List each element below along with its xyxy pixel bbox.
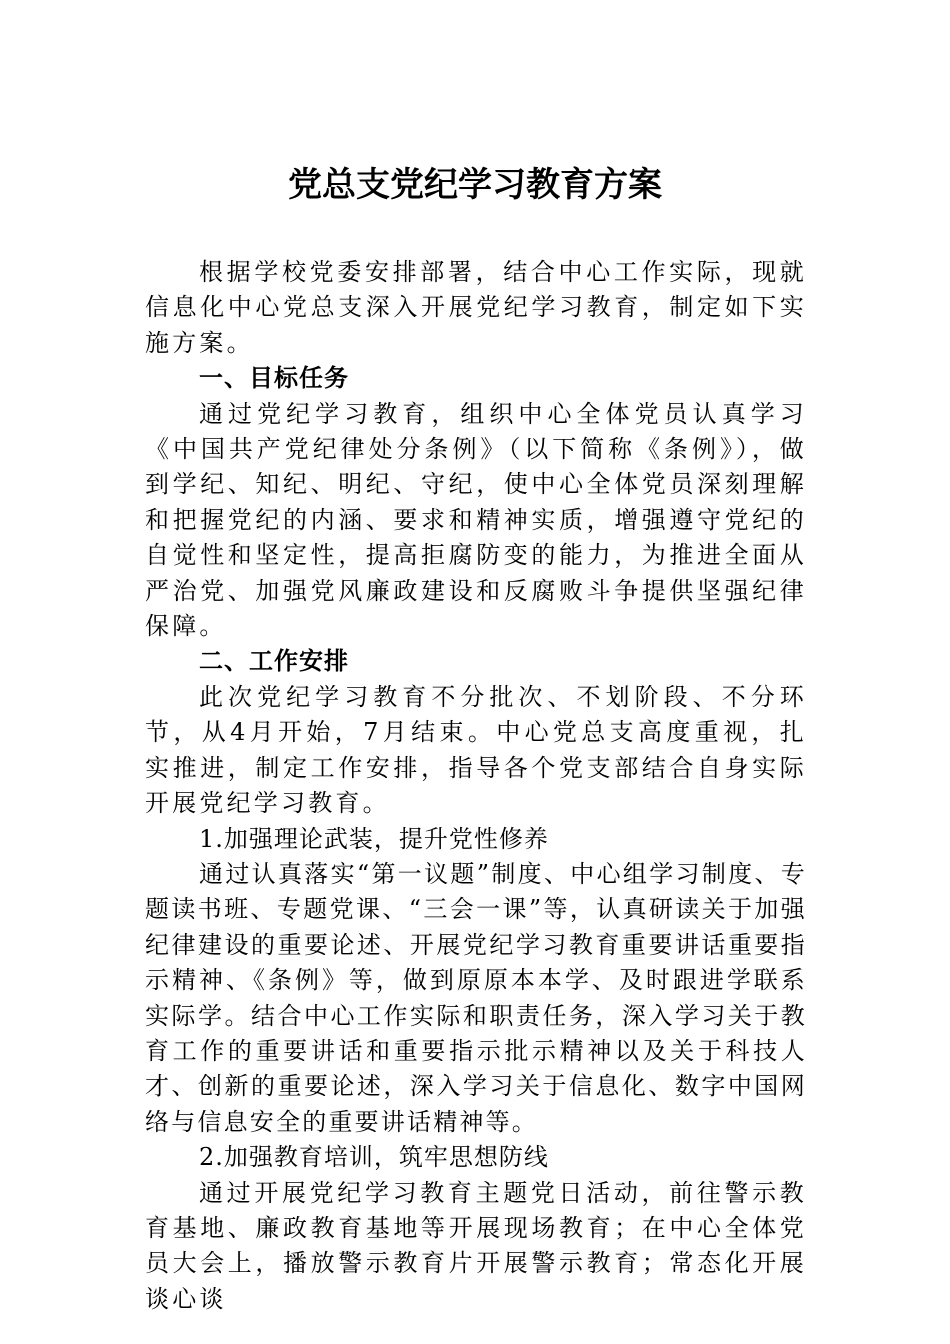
paragraph-intro: 根据学校党委安排部署，结合中心工作实际，现就信息化中心党总支深入开展党纪学习教育，制定如下实施方案。 — [145, 258, 807, 357]
paragraph-training: 通过开展党纪学习教育主题党日活动，前往警示教育基地、廉政教育基地等开展现场教育；在中心全体党员大会上，播放警示教育片开展警示教育；常态化开展谈心谈 — [145, 1178, 807, 1313]
paragraph-arrangement: 此次党纪学习教育不分批次、不划阶段、不分环节，从4月开始，7月结束。中心党总支高度重视，扎实推进，制定工作安排，指导各个党支部结合自身实际开展党纪学习教育。 — [145, 682, 807, 818]
section-heading-arrangement: 二、工作安排 — [199, 647, 349, 676]
section-heading-goals: 一、目标任务 — [199, 364, 349, 393]
paragraph-goals: 通过党纪学习教育，组织中心全体党员认真学习《中国共产党纪律处分条例》（以下简称《条例》），做到学纪、知纪、明纪、守纪，使中心全体党员深刻理解和把握党纪的内涵、要求和精神实质，增强遵守党纪的自觉性和坚定性，提高拒腐防变的能力，为推进全面从严治党、加强党风廉政建设和反腐败斗争提供坚强纪律保障。 — [145, 399, 807, 641]
document-title: 党总支党纪学习教育方案 — [288, 165, 662, 205]
document-body — [145, 255, 807, 1317]
subheading-training: 2.加强教育培训，筑牢思想防线 — [199, 1143, 549, 1172]
subheading-theory: 1.加强理论武装，提升党性修养 — [199, 824, 549, 853]
paragraph-theory: 通过认真落实“第一议题”制度、中心组学习制度、专题读书班、专题党课、“三会一课”等，认真研读关于加强纪律建设的重要论述、开展党纪学习教育重要讲话重要指示精神、《条例》等，做到原原本本学、及时跟进学联系实际学。结合中心工作实际和职责任务，深入学习关于教育工作的重要讲话和重要指示批示精神以及关于科技人才、创新的重要论述，深入学习关于信息化、数字中国网络与信息安全的重要讲话精神等。 — [145, 859, 807, 1136]
